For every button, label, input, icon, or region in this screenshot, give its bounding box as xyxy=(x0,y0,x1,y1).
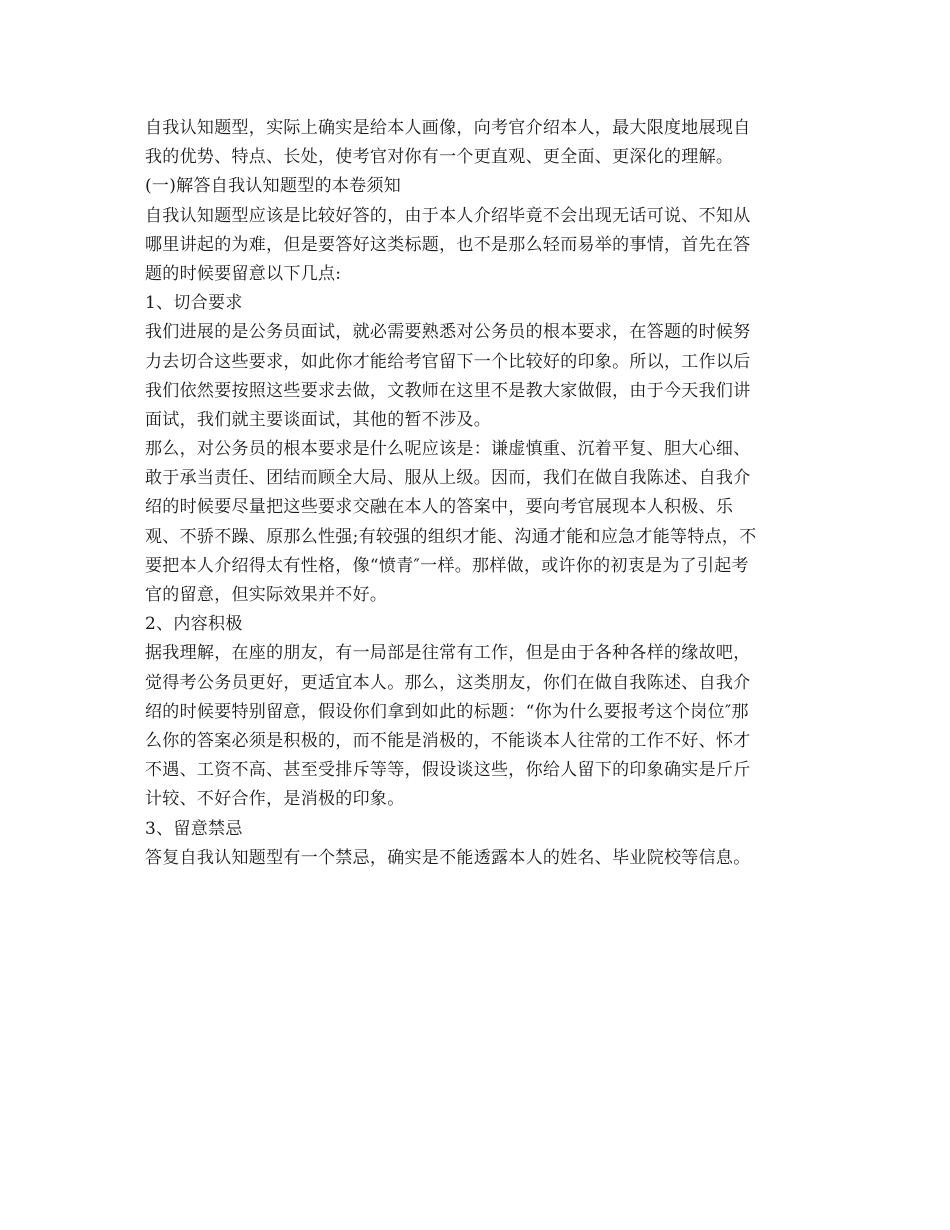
text-line: 那么，对公务员的根本要求是什么呢应该是：谦虚慎重、沉着平复、胆大心细、 xyxy=(145,439,751,460)
text-line: 敢于承当责任、团结而顾全大局、服从上级。因而，我们在做自我陈述、自我介 xyxy=(145,468,751,489)
text-line: 我们进展的是公务员面试，就必需要熟悉对公务员的根本要求，在答题的时候努 xyxy=(145,322,751,343)
text-line: 我的优势、特点、长处，使考官对你有一个更直观、更全面、更深化的理解。 xyxy=(145,147,734,168)
text-line: 绍的时候要特别留意，假设你们拿到如此的标题：“你为什么要报考这个岗位″那 xyxy=(145,701,749,722)
subsection-heading: 3、留意禁忌 xyxy=(145,818,243,839)
text-line: 么你的答案必须是积极的，而不能是消极的，不能谈本人往常的工作不好、怀才 xyxy=(145,730,751,751)
subsection-heading: 2、内容积极 xyxy=(145,614,243,635)
subsection-heading: 1、切合要求 xyxy=(145,293,243,314)
text-line: 据我理解，在座的朋友，有一局部是往常有工作，但是由于各种各样的缘故吧， xyxy=(145,643,751,664)
text-line: 自我认知题型应该是比较好答的，由于本人介绍毕竟不会出现无话可说、不知从 xyxy=(145,205,751,226)
text-line: 面试，我们就主要谈面试，其他的暂不涉及。 xyxy=(145,409,491,430)
text-line: 哪里讲起的为难，但是要答好这类标题，也不是那么轻而易举的事情，首先在答 xyxy=(145,234,751,255)
text-line: 官的留意，但实际效果并不好。 xyxy=(145,585,388,605)
text-line: 力去切合这些要求，如此你才能给考官留下一个比较好的印象。所以，工作以后 xyxy=(145,351,751,372)
text-line: 绍的时候要尽量把这些要求交融在本人的答案中，要向考官展现本人积极、乐 xyxy=(145,497,734,518)
text-line: 我们依然要按照这些要求去做，文教师在这里不是教大家做假，由于今天我们讲 xyxy=(145,380,751,401)
text-line: 题的时候要留意以下几点: xyxy=(145,263,342,284)
text-line: 觉得考公务员更好，更适宜本人。那么，这类朋友，你们在做自我陈述、自我介 xyxy=(145,672,751,693)
section-heading: (一)解答自我认知题型的本卷须知 xyxy=(145,176,402,197)
text-line: 要把本人介绍得太有性格，像“愤青″一样。那样做，或许你的初衷是为了引起考 xyxy=(145,555,749,576)
text-line: 观、不骄不躁、原那么性强;有较强的组织才能、沟通才能和应急才能等特点，不 xyxy=(145,526,757,547)
document-body xyxy=(145,114,815,873)
text-line: 计较、不好合作，是消极的印象。 xyxy=(145,789,405,810)
text-line: 自我认知题型，实际上确实是给本人画像，向考官介绍本人，最大限度地展现自 xyxy=(145,118,751,138)
text-line: 答复自我认知题型有一个禁忌，确实是不能透露本人的姓名、毕业院校等信息。 xyxy=(145,847,751,868)
text-line: 不遇、工资不高、甚至受排斥等等，假设谈这些，你给人留下的印象确实是斤斤 xyxy=(145,760,751,781)
